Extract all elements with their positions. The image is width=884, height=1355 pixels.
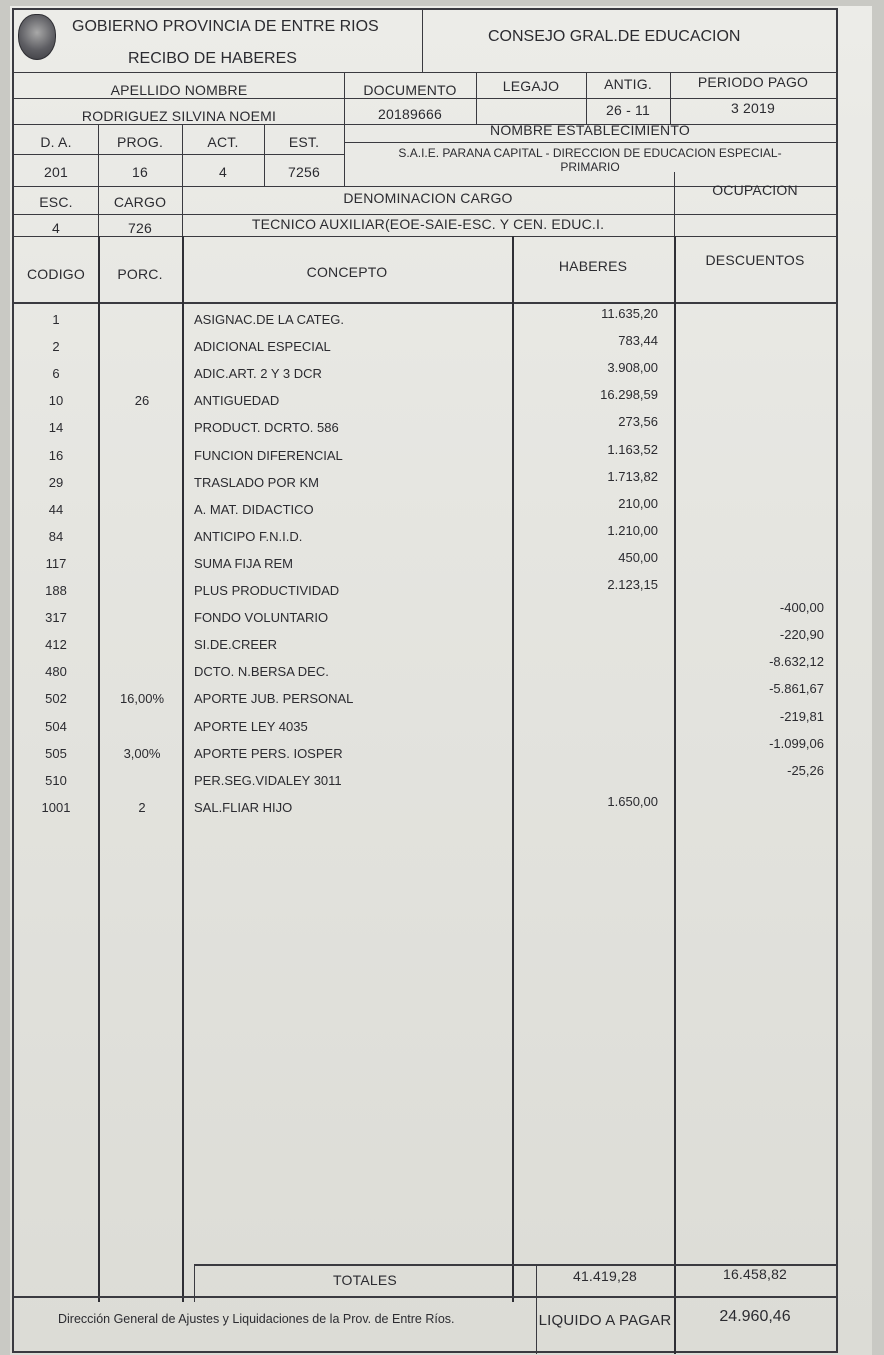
row-concepto: FONDO VOLUNTARIO [194, 610, 329, 626]
row-codigo: 480 [45, 664, 67, 680]
totals-haberes: 41.419,28 [572, 1268, 638, 1284]
esc-value: 4 [52, 220, 60, 236]
row-concepto: ASIGNAC.DE LA CATEG. [194, 312, 345, 327]
establishment-name-line1: S.A.I.E. PARANA CAPITAL - DIRECCION DE EDUCACION ESPECIAL- [398, 146, 782, 160]
row-descuentos: -25,26 [787, 762, 824, 778]
row-codigo: 412 [45, 637, 67, 653]
row-codigo: 188 [45, 583, 67, 598]
row-codigo: 505 [45, 745, 67, 761]
row-concepto: APORTE LEY 4035 [194, 718, 308, 734]
council-title: CONSEJO GRAL.DE EDUCACION [488, 28, 741, 45]
name-label: APELLIDO NOMBRE [110, 82, 248, 98]
row-descuentos: -1.099,06 [769, 735, 824, 751]
row-haberes: 16.298,59 [600, 387, 658, 403]
net-pay-label: LIQUIDO A PAGAR [538, 1312, 672, 1329]
totals-descuentos: 16.458,82 [722, 1266, 788, 1282]
row-concepto: PER.SEG.VIDALEY 3011 [194, 772, 342, 788]
net-pay-amount: 24.960,46 [719, 1308, 791, 1325]
establishment-label: NOMBRE ESTABLECIMIENTO [490, 122, 690, 138]
row-porc: 2 [138, 799, 146, 815]
cargo-value: 726 [128, 220, 152, 236]
row-haberes: 1.713,82 [607, 468, 658, 484]
act-value: 4 [219, 164, 227, 180]
row-haberes: 273,56 [618, 414, 658, 430]
totals-label: TOTALES [333, 1272, 397, 1288]
establishment-name-line2: PRIMARIO [560, 160, 620, 174]
row-codigo: 2 [52, 339, 60, 355]
antig-label: ANTIG. [604, 76, 652, 92]
row-codigo: 502 [45, 691, 67, 707]
prog-label: PROG. [116, 134, 164, 150]
row-concepto: ADICIONAL ESPECIAL [194, 339, 331, 355]
row-haberes: 1.650,00 [607, 793, 658, 809]
act-label: ACT. [207, 134, 239, 150]
row-descuentos: -220,90 [779, 627, 824, 643]
row-concepto: PRODUCT. DCRTO. 586 [194, 420, 339, 436]
da-value: 201 [44, 164, 68, 180]
col-header-concepto: CONCEPTO [306, 264, 388, 280]
row-descuentos: -219,81 [779, 708, 824, 724]
row-codigo: 510 [45, 772, 67, 788]
row-haberes: 1.163,52 [607, 441, 658, 457]
employee-name: RODRIGUEZ SILVINA NOEMI [81, 108, 277, 124]
row-haberes: 210,00 [618, 495, 658, 511]
row-porc: 26 [134, 393, 150, 409]
row-codigo: 6 [52, 366, 60, 382]
row-concepto: SAL.FLIAR HIJO [194, 799, 293, 815]
issuer-note: Dirección General de Ajustes y Liquidaciones de la Prov. de Entre Ríos. [58, 1312, 455, 1326]
row-codigo: 117 [45, 555, 67, 571]
row-concepto: DCTO. N.BERSA DEC. [194, 664, 329, 680]
row-concepto: TRASLADO POR KM [194, 474, 319, 490]
row-concepto: ANTICIPO F.N.I.D. [194, 528, 303, 544]
row-codigo: 44 [48, 501, 64, 517]
row-codigo: 29 [48, 474, 64, 490]
row-haberes: 450,00 [618, 549, 658, 565]
row-codigo: 1001 [41, 799, 71, 815]
est-label: EST. [288, 134, 320, 150]
row-concepto: PLUS PRODUCTIVIDAD [194, 583, 340, 598]
col-header-haberes: HABERES [558, 258, 628, 274]
row-codigo: 84 [48, 528, 64, 544]
col-header-descuentos: DESCUENTOS [705, 252, 805, 268]
cargo-label: CARGO [113, 194, 167, 210]
period-label: PERIODO PAGO [697, 74, 809, 90]
est-value: 7256 [288, 164, 320, 180]
row-codigo: 14 [48, 420, 64, 436]
row-porc: 16,00% [119, 691, 165, 707]
denomination-label: DENOMINACION CARGO [343, 190, 513, 206]
government-title: GOBIERNO PROVINCIA DE ENTRE RIOS [72, 18, 379, 35]
legajo-label: LEGAJO [502, 78, 560, 94]
row-codigo: 317 [45, 610, 67, 626]
row-haberes: 3.908,00 [607, 360, 658, 376]
row-codigo: 10 [48, 393, 64, 409]
row-descuentos: -400,00 [779, 600, 824, 616]
row-porc: 3,00% [123, 745, 161, 761]
row-concepto: APORTE JUB. PERSONAL [194, 691, 354, 707]
row-haberes: 783,44 [618, 333, 658, 349]
receipt-title: RECIBO DE HABERES [128, 50, 297, 67]
row-concepto: FUNCION DIFERENCIAL [194, 447, 343, 463]
row-concepto: SI.DE.CREER [194, 637, 278, 653]
pay-receipt [10, 6, 872, 1355]
col-header-codigo: CODIGO [27, 266, 85, 282]
da-label: D. A. [40, 134, 72, 150]
row-haberes: 11.635,20 [601, 306, 658, 321]
esc-label: ESC. [39, 194, 73, 210]
row-descuentos: -8.632,12 [769, 654, 824, 670]
prog-value: 16 [132, 164, 148, 180]
row-codigo: 504 [45, 718, 67, 734]
row-concepto: A. MAT. DIDACTICO [194, 501, 314, 517]
row-haberes: 2.123,15 [607, 577, 658, 592]
row-haberes: 1.210,00 [607, 522, 658, 538]
row-concepto: SUMA FIJA REM [194, 555, 293, 571]
denomination-value: TECNICO AUXILIAR(EOE-SAIE-ESC. Y CEN. EDUC.I. [251, 216, 605, 232]
occupation-label: OCUPACION [712, 182, 798, 198]
row-descuentos: -5.861,67 [769, 681, 824, 697]
row-codigo: 1 [52, 312, 60, 327]
row-codigo: 16 [48, 447, 64, 463]
row-concepto: ANTIGUEDAD [194, 393, 280, 409]
province-seal-icon [18, 14, 56, 60]
row-concepto: ADIC.ART. 2 Y 3 DCR [194, 366, 322, 382]
period-value: 3 2019 [730, 100, 776, 116]
document-label: DOCUMENTO [363, 82, 457, 98]
col-header-porc: PORC. [117, 266, 163, 282]
antig-value: 26 - 11 [606, 102, 650, 118]
row-concepto: APORTE PERS. IOSPER [194, 745, 343, 761]
document-number: 20189666 [378, 106, 442, 122]
